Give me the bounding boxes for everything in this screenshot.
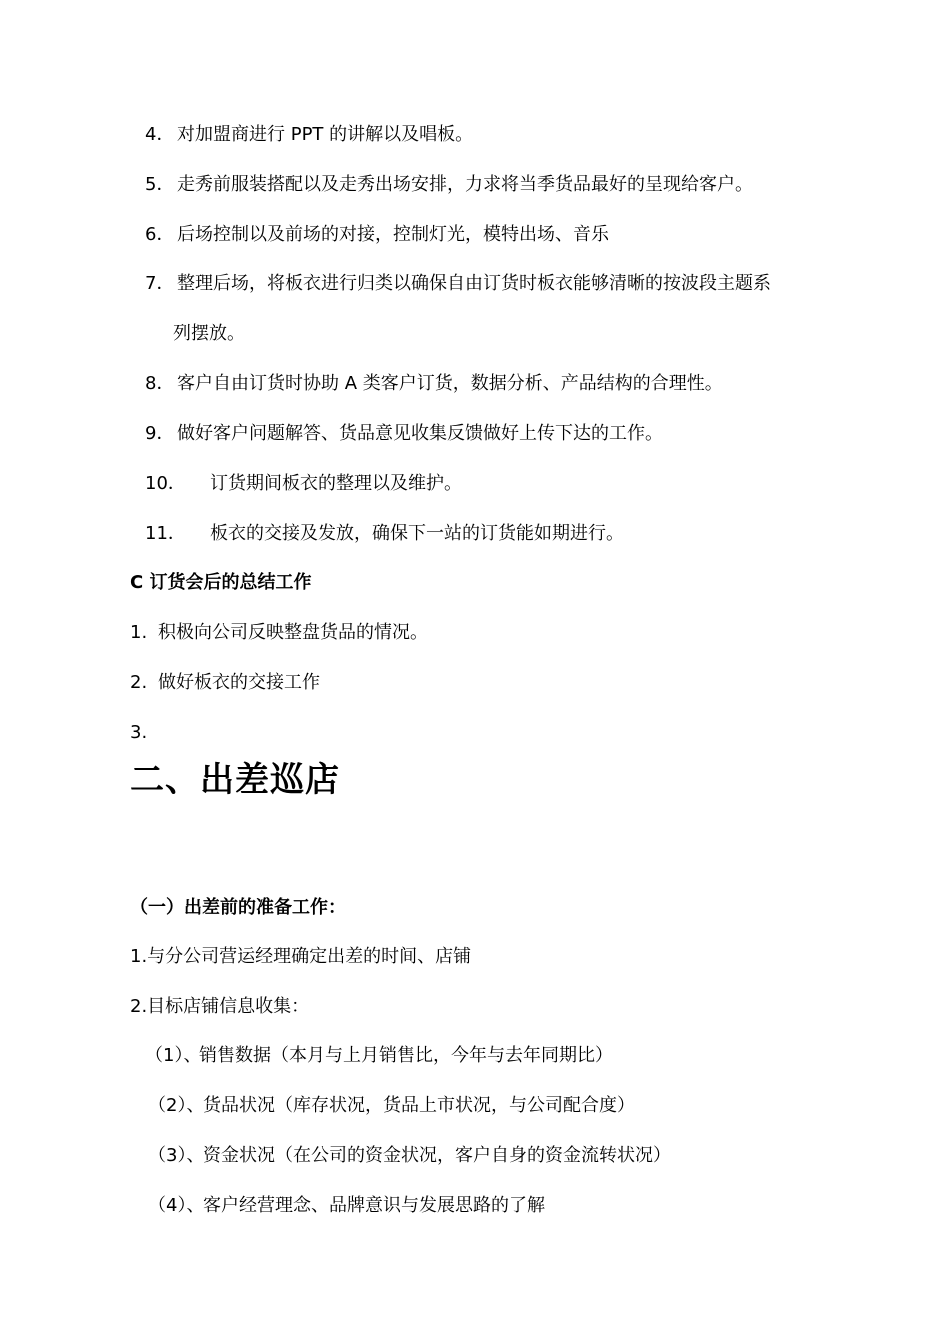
sub-item-text: 销售数据（本月与上月销售比，今年与去年同期比） [199, 1045, 613, 1066]
list-text: 做好客户问题解答、货品意见收集反馈做好上传下达的工作。 [177, 423, 663, 444]
list-number: 5． [145, 174, 175, 195]
list-text: 板衣的交接及发放，确保下一站的订货能如期进行。 [210, 523, 624, 544]
chapter-title: 二、出差巡店 [130, 760, 340, 800]
sub-item-number: （1）、 [145, 1045, 202, 1066]
sub-item-text: 资金状况（在公司的资金状况，客户自身的资金流转状况） [203, 1145, 671, 1166]
list-text: 对加盟商进行 PPT 的讲解以及唱板。 [177, 124, 474, 145]
list-number: 7． [145, 273, 175, 294]
list-text: 积极向公司反映整盘货品的情况。 [158, 622, 428, 643]
sub-item-number: （3）、 [148, 1145, 205, 1166]
list-number: 3. [130, 722, 148, 743]
list-number: 6． [145, 224, 175, 245]
list-number: 10． [145, 473, 186, 494]
list-number: 11． [145, 523, 186, 544]
sub-item-text: 客户经营理念、品牌意识与发展思路的了解 [203, 1195, 545, 1216]
subsection-item-2: 2.目标店铺信息收集： [130, 996, 310, 1017]
list-number: 4． [145, 124, 175, 145]
list-number: 9． [145, 423, 175, 444]
sub-item-text: 货品状况（库存状况，货品上市状况，与公司配合度） [203, 1095, 635, 1116]
list-number: 8． [145, 373, 175, 394]
sub-item-number: （2）、 [148, 1095, 205, 1116]
list-number: 1. [130, 622, 148, 643]
subsection-heading: （一）出差前的准备工作： [130, 897, 346, 918]
list-text: 客户自由订货时协助 A 类客户订货，数据分析、产品结构的合理性。 [177, 373, 723, 394]
list-text: 走秀前服装搭配以及走秀出场安排，力求将当季货品最好的呈现给客户。 [177, 174, 753, 195]
list-text: 订货期间板衣的整理以及维护。 [210, 473, 462, 494]
sub-item-number: （4）、 [148, 1195, 205, 1216]
list-text: 做好板衣的交接工作 [158, 672, 320, 693]
list-text: 后场控制以及前场的对接，控制灯光，模特出场、音乐 [177, 224, 609, 245]
subsection-item-1: 1.与分公司营运经理确定出差的时间、店铺 [130, 946, 472, 967]
list-number: 2. [130, 672, 148, 693]
section-c-heading: C 订货会后的总结工作 [130, 572, 312, 593]
list-text: 整理后场，将板衣进行归类以确保自由订货时板衣能够清晰的按波段主题系 [177, 273, 771, 294]
list-item-7-continuation: 列摆放。 [173, 323, 245, 344]
